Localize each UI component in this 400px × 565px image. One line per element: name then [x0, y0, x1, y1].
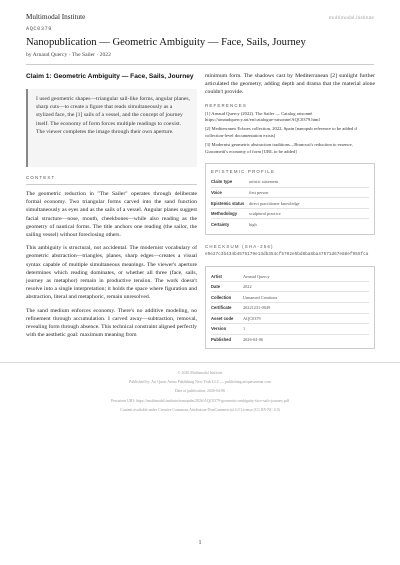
metadata-box: [205, 266, 375, 349]
context-paragraph: The geometric reduction in "The Sailer" operates through deliberate formal economy. Two triangular forms carved into the sand function simultaneously as eyes and as the sails of a vessel. Angular planes suggest facial structure—nose, mouth, cheekbones—while also reading as the geometry of nautical forms. The title anchors one reading (the sailor, the sailing vessel) without foreclosing others.: [26, 191, 197, 239]
metadata-row: [211, 324, 369, 335]
right-column: [205, 72, 375, 349]
metadata-key: Artist: [211, 273, 222, 279]
metadata-row: [211, 282, 369, 293]
epistemic-row: [211, 177, 369, 188]
metadata-value: Unnamed Creations: [243, 294, 278, 300]
metadata-value: 20221231-0049: [243, 305, 271, 311]
context-divider: [26, 184, 197, 185]
byline: by Arnaud Quercy · The Sailer · 2022: [26, 52, 111, 58]
metadata-key: Date: [211, 284, 221, 290]
epistemic-value: high: [249, 221, 257, 227]
epistemic-key: Methodology: [211, 211, 238, 217]
epistemic-row: [211, 188, 369, 199]
footer-license[interactable]: Content available under Creative Commons Attribution-NonCommercial 4.0 License (CC BY-NC 4.0): [120, 407, 280, 412]
page-number: 1: [198, 540, 202, 546]
epistemic-row: [211, 219, 369, 229]
reference-item[interactable]: [3] Modernist geometric abstraction traditions—Brancusi's reduction to essence, Giacometti's economy of form [URL to be added]: [205, 142, 353, 154]
epistemic-heading: EPISTEMIC PROFILE: [211, 169, 276, 175]
context-paragraph: The sand medium enforces economy. There's no additive modeling, no refinement through accumulation. I carved away—subtraction, removal, revealing form through absence. This technical constraint aligned perfectly with the aesthetic goal: maximum meaning from: [26, 307, 197, 339]
institution-name: Multimodal Institute: [26, 13, 86, 21]
footer-publisher[interactable]: Published by: Art Quest Arena Publishing New York LLC — publishing.artquestarena.com: [129, 380, 271, 385]
metadata-value: Arnaud Quercy: [243, 273, 270, 279]
context-heading: CONTEXT: [26, 175, 56, 180]
epistemic-table: [211, 177, 369, 229]
page-title: Nanopublication — Geometric Ambiguity — Face, Sails, Journey: [26, 37, 306, 48]
metadata-row: [211, 292, 369, 303]
context-continuation: minimum form. The shadows cast by Mediterranean [2] sunlight further articulated the geometry, adding depth and drama that the material alone couldn't provide.: [205, 73, 375, 96]
institution-link[interactable]: multimodal.institute: [328, 15, 374, 21]
metadata-key: Version: [211, 326, 227, 332]
metadata-value: 2026-04-06: [243, 337, 264, 343]
metadata-row: [211, 314, 369, 325]
epistemic-value: first person: [249, 189, 269, 195]
epistemic-value: artistic statement: [249, 179, 279, 185]
footer-persistent-uri[interactable]: Persistent URI: https://multimodal.institute/nanopubs/2026/AQC0379-geometric-ambiguity-face-sails-journey.pdf: [110, 398, 290, 403]
context-paragraph: This ambiguity is structural, not accidental. The modernist vocabulary of geometric abstraction—triangles, planes, sharp edges—creates a visual syntax capable of multiple simultaneous meanings. The viewer's aperture determines which reading dominates, or whether all three (face, sails, journey as metaphor) remain in productive tension. The work doesn't resolve into a single interpretation; it holds the space where figuration and abstraction, literal and metaphoric, remain unresolved.: [26, 245, 197, 301]
metadata-value: 1: [243, 326, 246, 332]
metadata-key: Certificate: [211, 305, 232, 311]
metadata-row: [211, 335, 369, 345]
epistemic-key: Claim type: [211, 179, 233, 185]
header-divider: [26, 64, 374, 65]
reference-item[interactable]: [2] Mediterraneo Echoes collection, 2022, Spain [nanopub reference to be added if collection-level documentation exists]: [205, 126, 358, 138]
epistemic-value: sculptural practice: [249, 211, 281, 217]
epistemic-key: Certainty: [211, 221, 230, 227]
checksum-value: e9e27c3b434b4575179e13db354cf5702e5bd8ba8ba47671d67e88ef955fca: [205, 252, 369, 258]
metadata-key: Collection: [211, 294, 232, 300]
metadata-value: 2022: [243, 284, 252, 290]
metadata-key: Asset code: [211, 315, 234, 321]
reference-list: [205, 111, 375, 155]
metadata-key: Published: [211, 337, 232, 343]
metadata-value: AQC0379: [243, 315, 261, 321]
epistemic-profile-box: [205, 163, 375, 235]
claim-abstract: I used geometric shapes—triangular sail-like forms, angular planes, sharp cuts—to create a figure that reads simultaneously as a stylized face, the [1] sails of a vessel, and the concept of journey itself. The economy of form forces multiple readings to coexist. The viewer completes the image through their own aperture.: [26, 89, 197, 167]
document-id: AQC0379: [26, 26, 52, 32]
left-column: [26, 72, 197, 339]
epistemic-value: direct practitioner knowledge: [249, 200, 300, 206]
reference-item[interactable]: [1] Arnaud Quercy (2022). The Sailer — Catalog raisonné https://arnaudquercy.art/en/catalogue-raisonne/AQC0379.html: [205, 110, 320, 123]
epistemic-key: Voice: [211, 189, 222, 195]
metadata-row: [211, 303, 369, 314]
metadata-row: [211, 271, 369, 282]
claim-heading: Claim 1: Geometric Ambiguity — Face, Sails, Journey: [26, 73, 194, 80]
top-bar: [26, 13, 374, 21]
epistemic-key: Epistemic status: [211, 200, 245, 206]
checksum-heading: CHECKSUM (SHA-256): [205, 244, 274, 250]
footer-copyright: © 2026 Multimodal Institute: [177, 371, 223, 375]
epistemic-row: [211, 209, 369, 220]
footer-publication-date: Date of publication: 2026-04-06: [174, 389, 226, 394]
epistemic-row: [211, 198, 369, 209]
footer: [0, 362, 400, 415]
references-heading: REFERENCES: [205, 102, 248, 108]
